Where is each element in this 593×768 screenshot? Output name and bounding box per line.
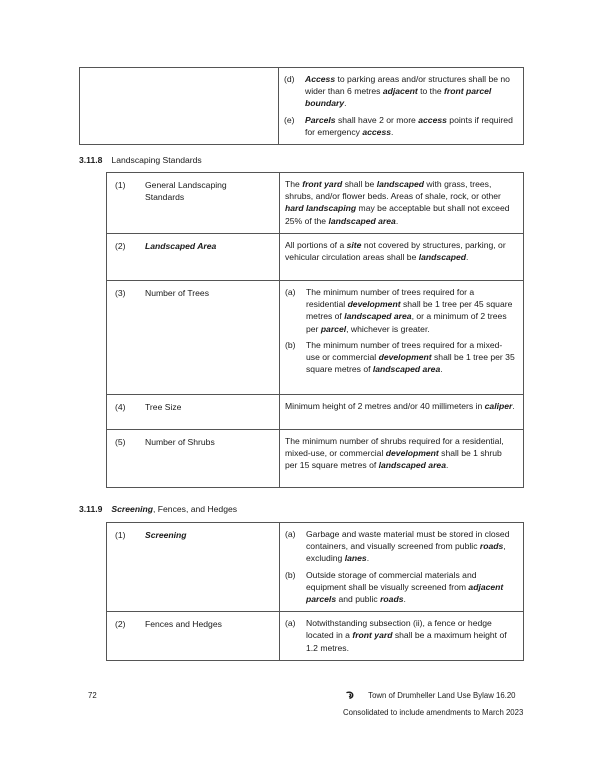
clause	[285, 528, 515, 565]
landscaping-standards-table	[106, 172, 524, 488]
footer-title-line	[346, 690, 516, 702]
row-label-cell	[107, 173, 280, 234]
row-label-cell	[107, 234, 280, 281]
text-run: , excluding	[306, 541, 506, 564]
defined-term: Access	[305, 74, 336, 84]
text-run: .	[445, 460, 449, 471]
row-label	[145, 618, 263, 630]
table-row	[107, 612, 524, 661]
text-run: shall be 1 shrub per 15 square metres of	[285, 448, 502, 471]
text-run: points if required for emergency	[305, 114, 513, 137]
row-label-cell	[80, 68, 279, 145]
text-run: with grass, trees, shrubs, and/or flower beds. Areas of shale, rock, or other	[285, 179, 501, 202]
row-label	[145, 436, 263, 448]
defined-term: lanes	[344, 553, 367, 564]
row-number: (5)	[115, 437, 126, 447]
row-label	[145, 401, 263, 413]
row-label	[145, 529, 263, 541]
text-run: shall be a maximum height of 1.2 metres.	[306, 630, 507, 653]
row-label-cell	[107, 430, 280, 488]
text-run: .	[395, 215, 399, 226]
text-run: Outside storage of commercial materials and equipment shall be visually screened from	[306, 569, 477, 592]
access-table	[79, 67, 524, 145]
text-run: Number of Shrubs	[145, 437, 215, 447]
text-run: to parking areas and/or structures shall be no wider than 6 metres	[305, 74, 510, 97]
defined-term: development	[385, 448, 439, 459]
clause	[285, 339, 515, 376]
paragraph	[285, 400, 515, 412]
text-run: , Fences, and Hedges	[152, 504, 238, 514]
defined-term: roads	[479, 541, 504, 552]
text-run: Number of Trees	[145, 288, 209, 298]
table-row	[107, 430, 524, 488]
paragraph	[285, 435, 515, 472]
defined-term: Landscaped Area	[145, 241, 217, 251]
table-row	[107, 395, 524, 430]
defined-term: caliper	[484, 401, 513, 411]
defined-term: access	[418, 114, 447, 125]
text-run: .	[391, 126, 394, 137]
row-content-cell	[279, 68, 524, 145]
text-run: and public	[336, 594, 381, 605]
defined-term: front yard	[352, 630, 393, 641]
section-title	[111, 155, 201, 165]
clause-letter: (d)	[284, 74, 295, 84]
text-run: .	[466, 252, 469, 263]
bylaw-title: Town of Drumheller Land Use Bylaw 16.20	[368, 691, 516, 700]
clause	[285, 286, 515, 335]
page-number: 72	[88, 691, 97, 700]
section-title	[111, 504, 237, 514]
defined-term: Screening	[145, 530, 187, 540]
defined-term: landscaped area	[344, 311, 412, 322]
text-run: Landscaping Standards	[111, 155, 202, 165]
clause-letter: (a)	[285, 287, 296, 297]
defined-term: development	[378, 352, 432, 363]
defined-term: adjacent	[382, 86, 418, 97]
section-number: 3.11.9	[79, 504, 103, 514]
consolidation-note: Consolidated to include amendments to March 2023	[343, 708, 524, 717]
row-content-cell	[280, 395, 524, 430]
defined-term: Parcels	[305, 114, 336, 125]
text-run: Garbage and waste material must be stored in closed containers, and visually screened from public	[306, 529, 510, 552]
screening-table	[106, 522, 524, 661]
row-number: (4)	[115, 402, 126, 412]
row-content-cell	[280, 173, 524, 234]
row-content-cell	[280, 281, 524, 395]
row-content-cell	[280, 430, 524, 488]
row-content-cell	[280, 612, 524, 661]
text-run: The minimum number of trees required for a residential	[306, 287, 475, 310]
paragraph	[285, 178, 515, 227]
paragraph	[285, 239, 515, 263]
row-label	[145, 287, 263, 299]
row-content-cell	[280, 234, 524, 281]
defined-term: site	[346, 240, 362, 250]
text-run: shall be 1 tree per 35 square metres of	[306, 352, 515, 375]
text-run: .	[366, 553, 370, 564]
defined-term: landscaped	[376, 179, 425, 189]
text-run: not covered by structures, parking, or vehicular circulation areas shall be	[285, 240, 506, 263]
defined-term: development	[347, 299, 401, 310]
text-run: .	[403, 594, 406, 605]
defined-term: roads	[380, 594, 404, 605]
text-run: General Landscaping Standards	[145, 180, 227, 203]
row-content-cell	[280, 523, 524, 612]
row-label-cell	[107, 395, 280, 430]
row-number: (2)	[115, 241, 126, 251]
clause	[284, 114, 515, 138]
row-label-cell	[107, 523, 280, 612]
defined-term: landscaped area	[328, 215, 396, 226]
text-run: shall be	[342, 179, 377, 189]
text-run: shall be 1 tree per 45 square metres of	[306, 299, 513, 322]
defined-term: adjacent parcels	[306, 581, 504, 605]
clause-letter: (e)	[284, 114, 295, 125]
section-heading-3-11-8	[79, 154, 202, 166]
table-row	[80, 68, 524, 145]
table-row	[107, 523, 524, 612]
defined-term: hard landscaping	[285, 203, 357, 214]
text-run: The	[285, 179, 303, 189]
text-run: Minimum height of 2 metres and/or 40 millimeters in	[285, 401, 485, 411]
clause-letter: (b)	[285, 569, 296, 580]
text-run: The minimum number of trees required for a mixed-use or commercial	[306, 339, 503, 363]
table-row	[107, 234, 524, 281]
text-run: .	[512, 401, 515, 411]
clause-letter: (b)	[285, 339, 296, 350]
clause	[285, 569, 515, 606]
text-run: to the	[417, 86, 445, 97]
row-number: (1)	[115, 180, 126, 190]
row-label	[145, 179, 263, 203]
section-heading-3-11-9	[79, 503, 237, 515]
row-number: (3)	[115, 288, 126, 298]
defined-term: Screening	[111, 504, 153, 514]
text-run: may be acceptable but shall not exceed 25% of the	[285, 203, 510, 226]
text-run: Tree Size	[145, 402, 182, 412]
row-label-cell	[107, 612, 280, 661]
text-run: , or a minimum of 2 trees per	[306, 311, 507, 334]
table-row	[107, 281, 524, 395]
text-run: The minimum number of shrubs required for a residential, mixed-use, or commercial	[285, 436, 504, 459]
text-run: , whichever is greater.	[346, 323, 430, 334]
section-number: 3.11.8	[79, 155, 103, 165]
defined-term: access	[362, 126, 392, 137]
defined-term: front yard	[302, 179, 343, 189]
row-label-cell	[107, 281, 280, 395]
clause-letter: (a)	[285, 618, 296, 629]
clause-letter: (a)	[285, 529, 296, 539]
row-number: (2)	[115, 619, 126, 630]
text-run: .	[440, 364, 443, 375]
text-run: .	[344, 98, 347, 109]
text-run: Notwithstanding subsection (ii), a fence or hedge located in a	[306, 618, 492, 641]
defined-term: parcel	[320, 323, 347, 334]
row-label	[145, 240, 263, 252]
defined-term: front parcel boundary	[305, 86, 492, 109]
row-number: (1)	[115, 530, 126, 540]
text-run: All portions of a	[285, 240, 347, 250]
text-run: shall have 2 or more	[335, 114, 419, 125]
clause	[285, 617, 515, 654]
defined-term: landscaped	[418, 252, 467, 263]
town-logo-icon	[346, 691, 354, 699]
defined-term: landscaped area	[378, 460, 446, 471]
clause	[284, 73, 515, 110]
defined-term: landscaped area	[372, 364, 441, 375]
table-row	[107, 173, 524, 234]
text-run: Fences and Hedges	[145, 619, 222, 630]
